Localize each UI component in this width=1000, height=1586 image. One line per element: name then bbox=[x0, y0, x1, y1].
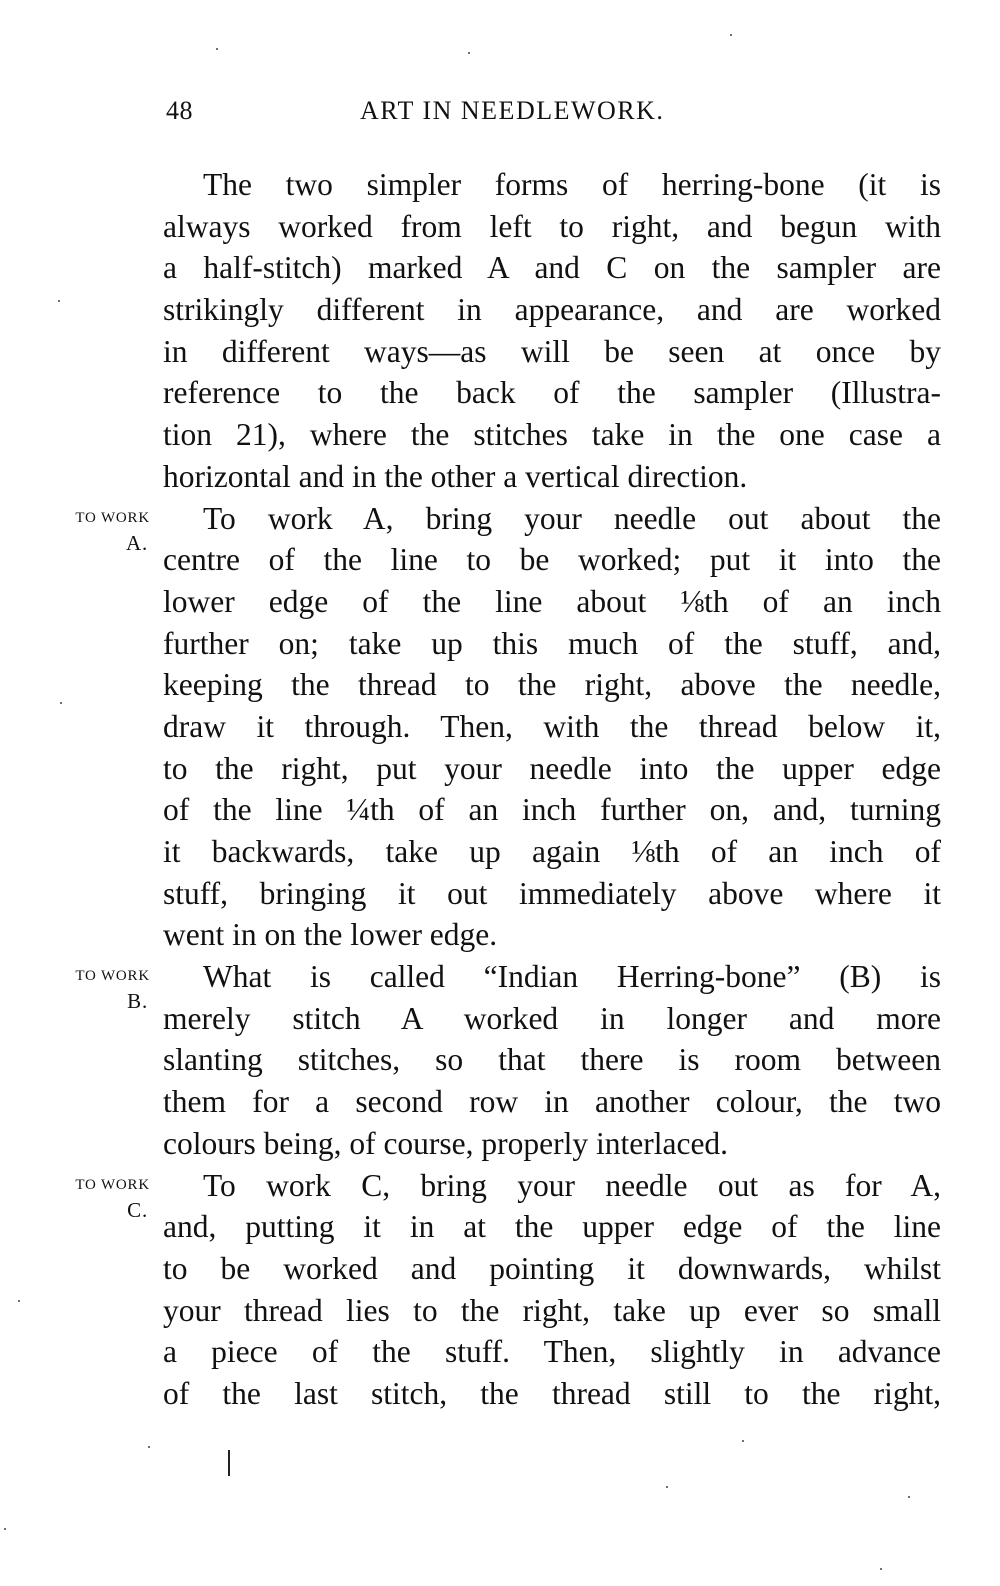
text-line: your thread lies to the right, take up ever so small bbox=[163, 1292, 941, 1328]
text-line: to be worked and pointing it downwards, whilst bbox=[163, 1250, 941, 1286]
margin-note-work-c bbox=[30, 1175, 150, 1220]
text-line: went in on the lower edge. bbox=[163, 917, 498, 953]
text-line: centre of the line to be worked; put it into the bbox=[163, 542, 941, 578]
paragraph-work-c bbox=[75, 1165, 941, 1415]
text-line: lower edge of the line about ⅛th of an inch bbox=[163, 583, 941, 619]
margin-note-label: TO WORK bbox=[75, 968, 150, 985]
speck bbox=[908, 1496, 910, 1498]
text-line: reference to the back of the sampler (Illustra- bbox=[163, 375, 941, 411]
text-line: keeping the thread to the right, above the needle, bbox=[163, 667, 941, 703]
speck bbox=[60, 702, 62, 704]
margin-note-label: TO WORK bbox=[75, 1176, 150, 1193]
text-line: tion 21), where the stitches take in the one case a bbox=[163, 417, 941, 453]
text-line: What is called “Indian Herring-bone” (B) is bbox=[203, 959, 941, 995]
speck bbox=[880, 1568, 882, 1570]
scan-mark bbox=[228, 1450, 230, 1476]
text-line: slanting stitches, so that there is room between bbox=[163, 1042, 941, 1078]
text-line: The two simpler forms of herring-bone (it is bbox=[203, 167, 941, 202]
margin-note-letter: A. bbox=[125, 530, 148, 555]
margin-note-letter: B. bbox=[127, 989, 148, 1014]
speck bbox=[216, 48, 218, 50]
text-line: further on; take up this much of the stuff, and, bbox=[163, 625, 941, 661]
speck bbox=[742, 1440, 744, 1442]
text-line: a half-stitch) marked A and C on the sampler are bbox=[163, 250, 941, 286]
text-line: in different ways—as will be seen at once by bbox=[163, 333, 941, 369]
text-line: To work C, bring your needle out as for A, bbox=[203, 1167, 941, 1203]
margin-note-label: TO WORK bbox=[75, 509, 150, 526]
text-line: to the right, put your needle into the upper edge bbox=[163, 750, 941, 786]
text-line: them for a second row in another colour, the two bbox=[163, 1084, 941, 1120]
text-line: and, putting it in at the upper edge of the line bbox=[163, 1209, 941, 1245]
text-line: merely stitch A worked in longer and more bbox=[163, 1000, 941, 1036]
speck bbox=[4, 1528, 6, 1530]
text-line: draw it through. Then, with the thread below it, bbox=[163, 708, 941, 744]
margin-note-work-b bbox=[30, 966, 150, 1014]
speck bbox=[148, 1446, 150, 1448]
paragraph-work-b bbox=[75, 956, 941, 1164]
speck bbox=[468, 52, 470, 54]
speck bbox=[18, 1300, 20, 1302]
running-head bbox=[0, 96, 1000, 136]
text-line: of the line ¼th of an inch further on, and, turning bbox=[163, 792, 941, 828]
running-title: ART IN NEEDLEWORK. bbox=[360, 96, 665, 125]
text-line: To work A, bring your needle out about the bbox=[203, 500, 941, 536]
speck bbox=[58, 300, 60, 302]
paragraph-intro bbox=[163, 164, 941, 498]
speck bbox=[666, 1486, 668, 1488]
text-line: of the last stitch, the thread still to the right, bbox=[163, 1375, 941, 1411]
paragraph-work-a bbox=[75, 498, 941, 957]
text-line: it backwards, take up again ⅛th of an inch of bbox=[163, 834, 941, 869]
body-text bbox=[75, 164, 941, 1415]
text-line: always worked from left to right, and begun with bbox=[163, 208, 941, 244]
text-line: horizontal and in the other a vertical direction. bbox=[163, 458, 748, 494]
page-number: 48 bbox=[166, 96, 193, 125]
text-line: strikingly different in appearance, and are worked bbox=[163, 292, 941, 328]
margin-note-letter: C. bbox=[127, 1197, 148, 1222]
text-line: a piece of the stuff. Then, slightly in advance bbox=[163, 1334, 941, 1370]
text-line: stuff, bringing it out immediately above where it bbox=[163, 875, 941, 911]
text-line: colours being, of course, properly interlaced. bbox=[163, 1125, 729, 1161]
speck bbox=[730, 34, 732, 36]
margin-note-work-a bbox=[30, 508, 150, 553]
